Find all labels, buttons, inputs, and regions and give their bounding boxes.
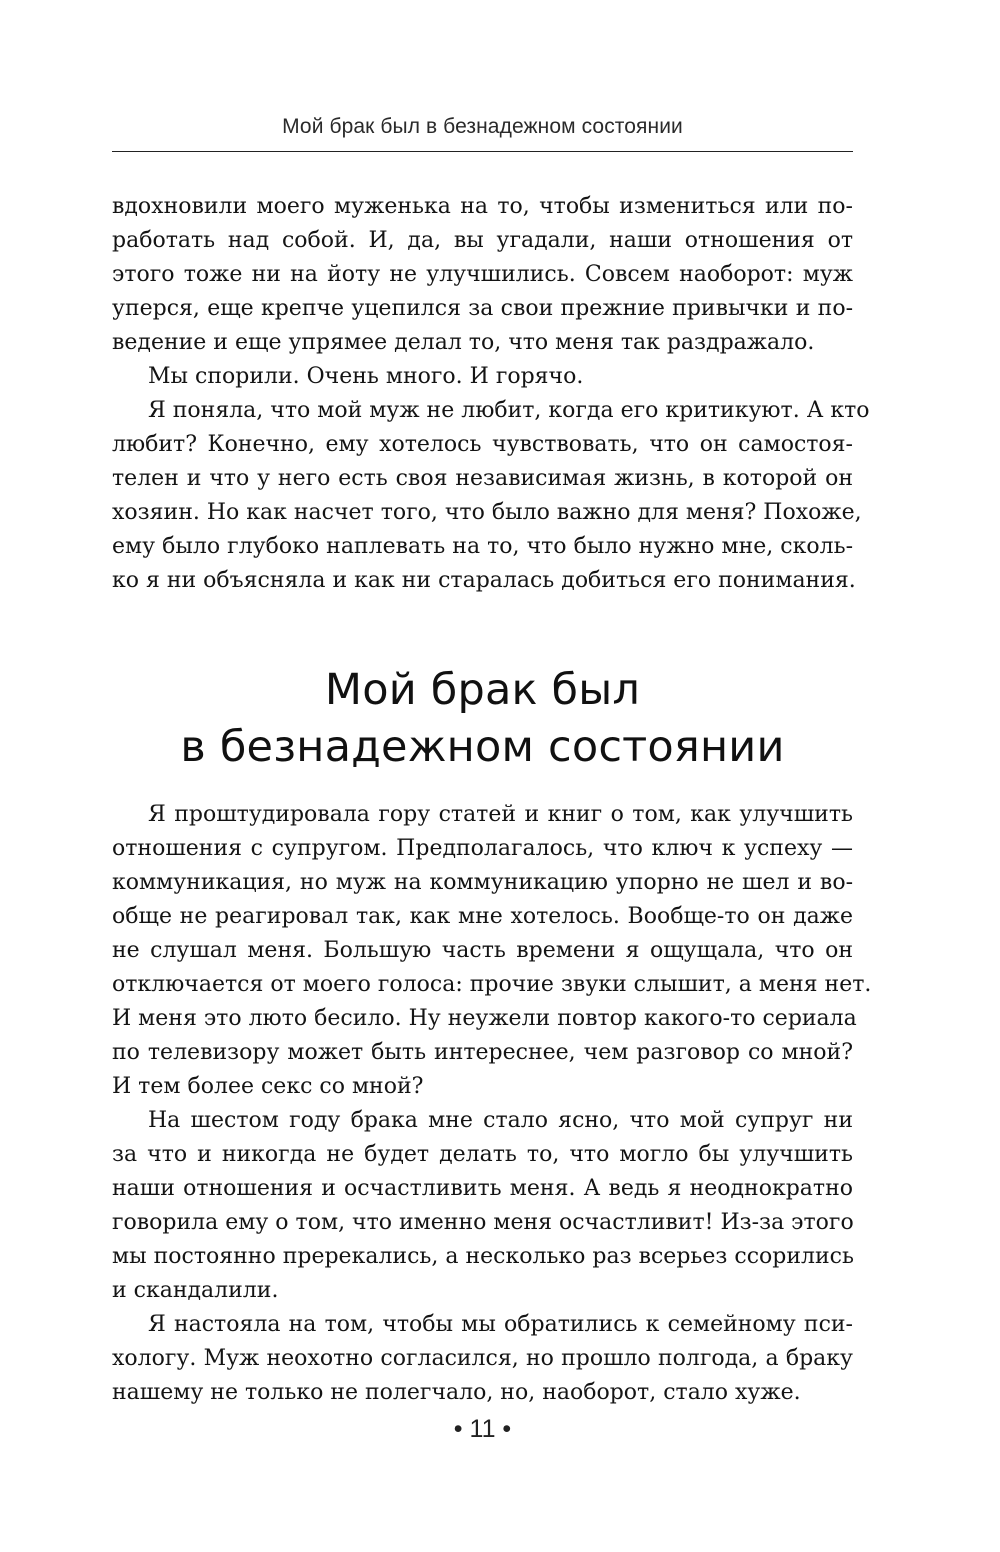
text-line: И тем более секс со мной? — [112, 1074, 424, 1099]
text-line: И меня это люто бесило. Ну неужели повтор какого-то сериала — [112, 1006, 857, 1031]
text-line: ко я ни объясняла и как ни старалась добиться его понимания. — [112, 568, 856, 593]
text-line: ему было глубоко наплевать на то, что было нужно мне, сколь- — [112, 534, 853, 559]
text-line: отключается от моего голоса: прочие звуки слышит, а меня нет. — [112, 972, 872, 997]
text-line: любит? Конечно, ему хотелось чувствовать, что он самостоя- — [112, 432, 853, 457]
text-line: работать над собой. И, да, вы угадали, наши отношения от — [112, 228, 853, 253]
header-rule — [112, 151, 853, 152]
page-number — [112, 1412, 853, 1446]
text-line: вдохновили моего муженька на то, чтобы измениться или по- — [112, 194, 853, 219]
text-line: за что и никогда не будет делать то, что могло бы улучшить — [112, 1142, 853, 1167]
text-line: Я поняла, что мой муж не любит, когда его критикуют. А кто — [148, 398, 870, 423]
text-block-top — [112, 190, 870, 598]
text-line: ведение и еще упрямее делал то, что меня так раздражало. — [112, 330, 815, 355]
running-head: Мой брак был в безнадежном состоянии — [282, 115, 683, 138]
text-line: На шестом году брака мне стало ясно, что мой супруг ни — [148, 1108, 853, 1133]
text-line: телен и что у него есть своя независимая жизнь, в которой он — [112, 466, 853, 491]
chapter-title-line-2: в безнадежном состоянии — [180, 722, 785, 772]
text-line: обще не реагировал так, как мне хотелось. Вообще-то он даже — [112, 904, 853, 929]
chapter-title-line-1: Мой брак был — [324, 665, 641, 715]
text-line: уперся, еще крепче уцепился за свои прежние привычки и по- — [112, 296, 853, 321]
text-line: мы постоянно пререкались, а несколько раз всерьез ссорились — [112, 1244, 854, 1269]
text-line: Я проштудировала гору статей и книг о том, как улучшить — [148, 802, 853, 827]
text-line: нашему не только не полегчало, но, наоборот, стало хуже. — [112, 1380, 801, 1405]
text-line: этого тоже ни на йоту не улучшились. Совсем наоборот: муж — [112, 262, 853, 287]
text-line: коммуникация, но муж на коммуникацию упорно не шел и во- — [112, 870, 853, 895]
text-line: отношения с супругом. Предполагалось, что ключ к успеху — — [112, 836, 853, 861]
text-line: не слушал меня. Большую часть времени я ощущала, что он — [112, 938, 853, 963]
text-line: и скандалили. — [112, 1278, 279, 1303]
text-line: наши отношения и осчастливить меня. А ведь я неоднократно — [112, 1176, 853, 1201]
page-number-bullet-left: • — [453, 1415, 463, 1443]
text-line: по телевизору может быть интереснее, чем разговор со мной? — [112, 1040, 853, 1065]
text-line: Я настояла на том, чтобы мы обратились к семейному пси- — [148, 1312, 853, 1337]
text-line: хозяин. Но как насчет того, что было важно для меня? Похоже, — [112, 500, 862, 525]
page-number-bullet-right: • — [502, 1415, 512, 1443]
text-block-bottom — [112, 798, 872, 1410]
text-line: хологу. Муж неохотно согласился, но прошло полгода, а браку — [112, 1346, 853, 1371]
page-number-value: 11 — [469, 1415, 496, 1443]
text-line: Мы спорили. Очень много. И горячо. — [148, 364, 584, 389]
text-line: говорила ему о том, что именно меня осчастливит! Из-за этого — [112, 1210, 854, 1235]
chapter-title — [112, 662, 853, 776]
